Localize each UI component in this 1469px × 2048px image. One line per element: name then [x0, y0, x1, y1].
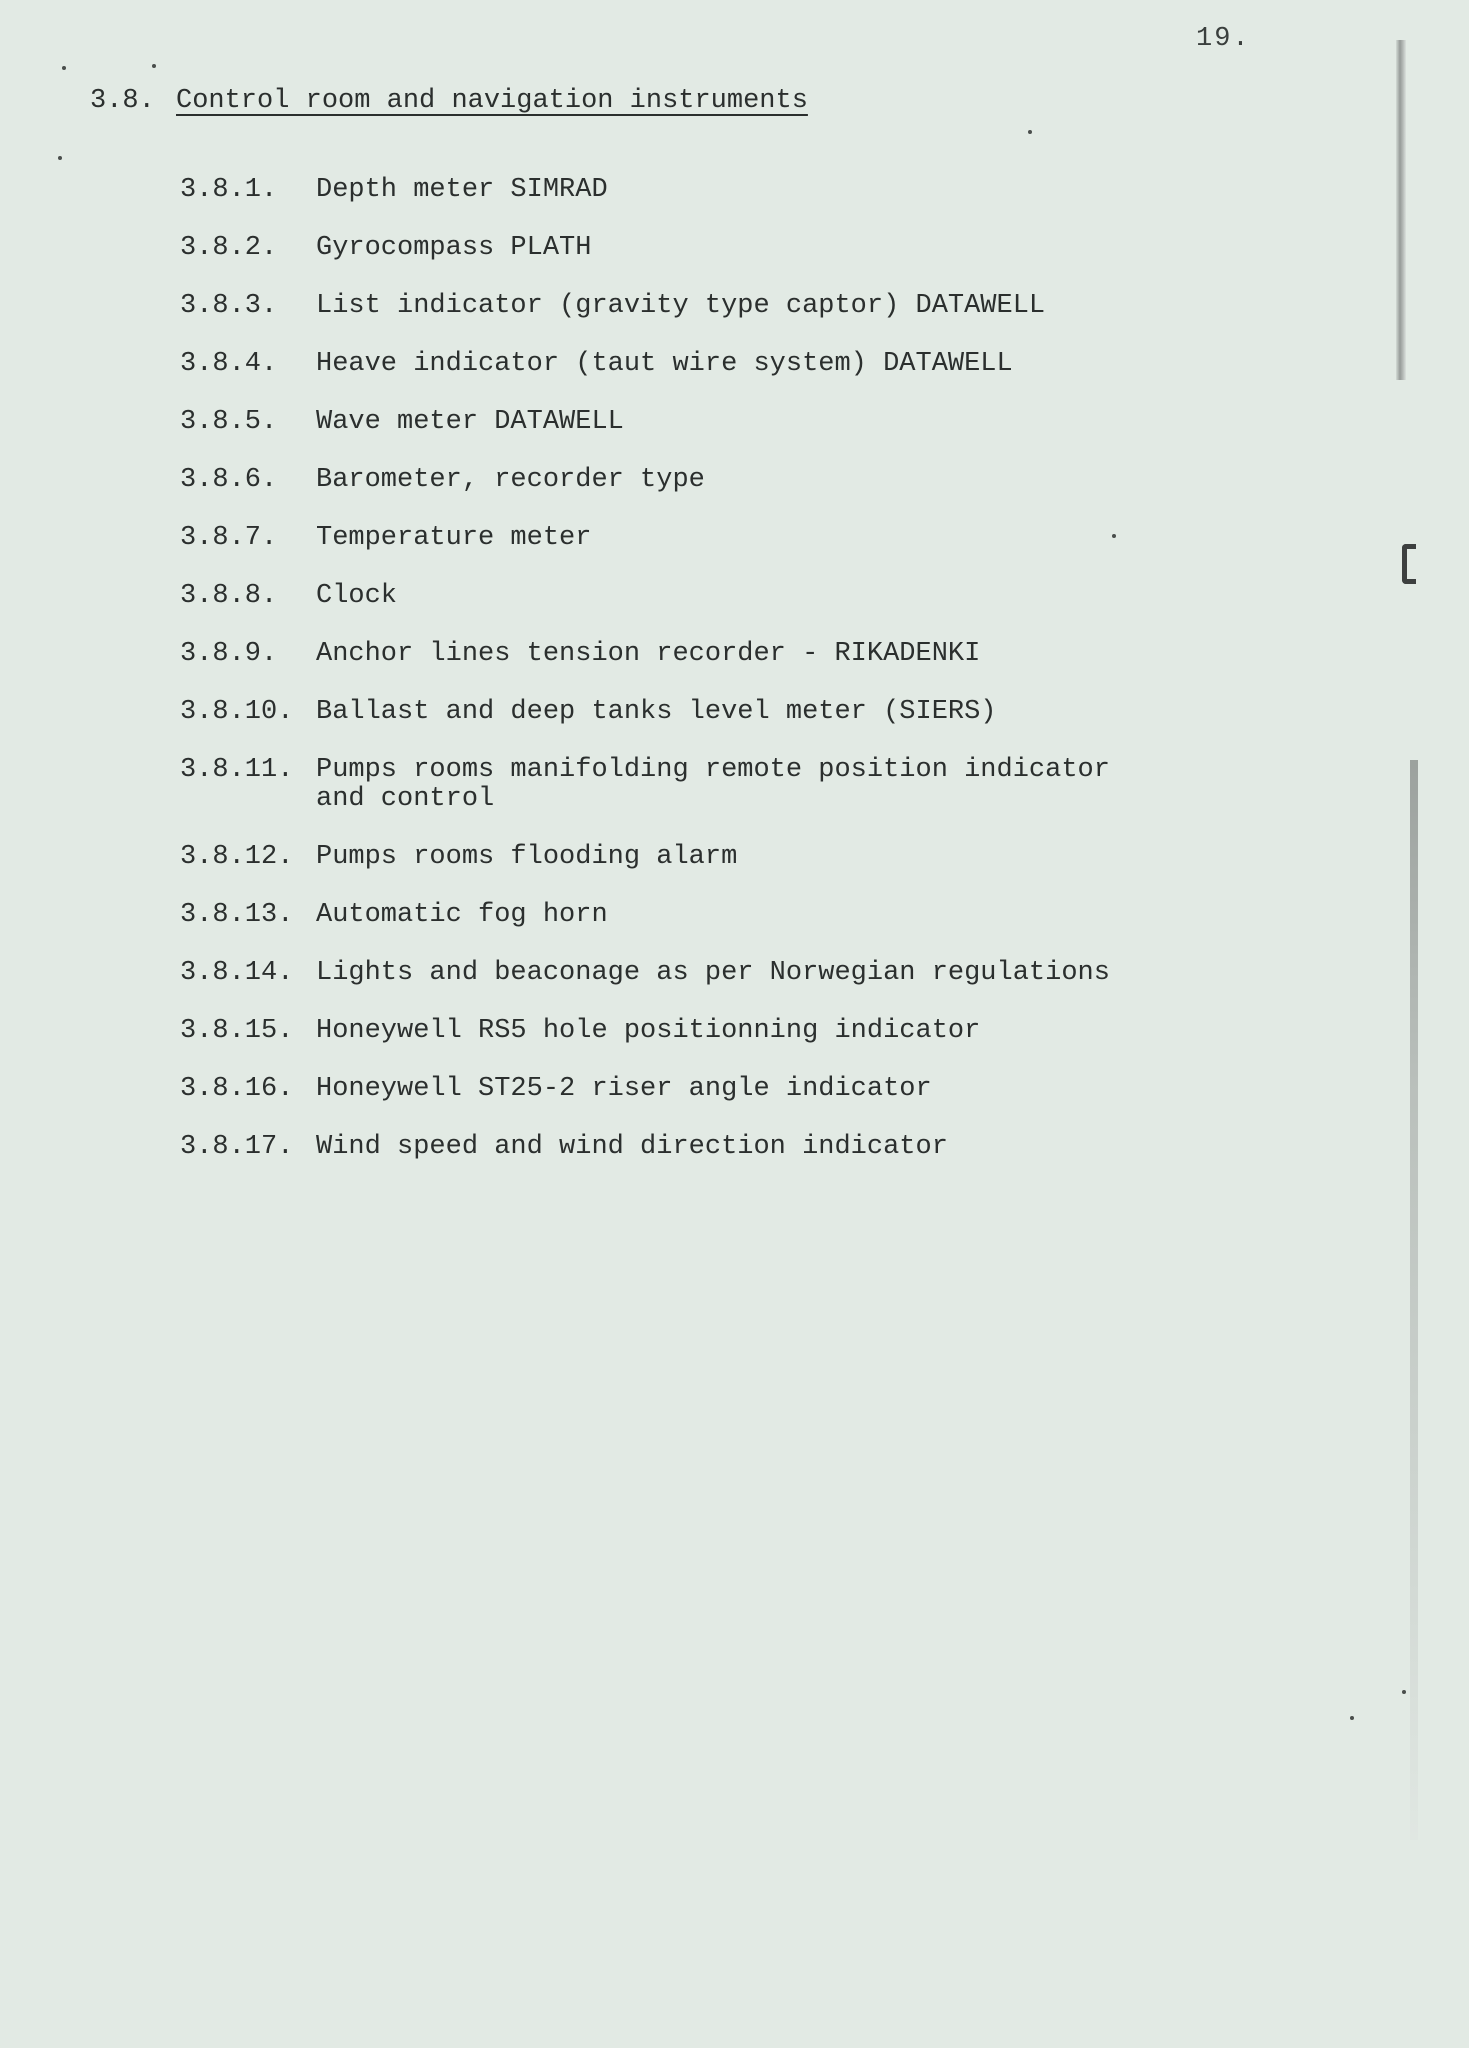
item-number: 3.8.7. [180, 523, 278, 553]
item-number: 3.8.2. [180, 233, 278, 263]
list-item [180, 1133, 1200, 1191]
item-text: Pumps rooms manifolding remote position indicator and control [316, 755, 1110, 814]
list-item [180, 408, 1200, 466]
scan-speck [1350, 1716, 1354, 1720]
scan-speck [152, 64, 156, 68]
item-number: 3.8.1. [180, 175, 278, 205]
item-text: Automatic fog horn [316, 900, 608, 930]
section-title: Control room and navigation instruments [176, 86, 808, 116]
item-text: Anchor lines tension recorder - RIKADENKI [316, 639, 981, 669]
list-item [180, 582, 1200, 640]
list-item [180, 756, 1200, 843]
item-text: List indicator (gravity type captor) DATAWELL [316, 291, 1046, 321]
item-text: Honeywell ST25-2 riser angle indicator [316, 1074, 932, 1104]
section-number: 3.8. [90, 86, 155, 116]
list-item [180, 466, 1200, 524]
list-item [180, 640, 1200, 698]
item-text: Wave meter DATAWELL [316, 407, 624, 437]
item-number: 3.8.8. [180, 581, 278, 611]
item-text: Clock [316, 581, 398, 611]
section-heading [90, 86, 808, 116]
item-text: Wind speed and wind direction indicator [316, 1132, 948, 1162]
list-item [180, 843, 1200, 901]
list-item [180, 1017, 1200, 1075]
list-item [180, 1075, 1200, 1133]
list-item [180, 350, 1200, 408]
item-number: 3.8.13. [180, 900, 294, 930]
list-item [180, 524, 1200, 582]
item-text: Pumps rooms flooding alarm [316, 842, 738, 872]
item-text: Ballast and deep tanks level meter (SIERS) [316, 697, 997, 727]
scan-speck [58, 156, 62, 160]
list-item [180, 698, 1200, 756]
item-number: 3.8.9. [180, 639, 278, 669]
item-number: 3.8.4. [180, 349, 278, 379]
item-number: 3.8.11. [180, 755, 294, 785]
item-text: Lights and beaconage as per Norwegian regulations [316, 958, 1110, 988]
list-item [180, 901, 1200, 959]
item-text: Heave indicator (taut wire system) DATAWELL [316, 349, 1013, 379]
item-text: Depth meter SIMRAD [316, 175, 608, 205]
scan-edge-mark [1402, 544, 1416, 584]
list-item [180, 176, 1200, 234]
instrument-list [180, 176, 1200, 1191]
item-number: 3.8.15. [180, 1016, 294, 1046]
list-item [180, 292, 1200, 350]
item-number: 3.8.3. [180, 291, 278, 321]
item-number: 3.8.6. [180, 465, 278, 495]
item-number: 3.8.12. [180, 842, 294, 872]
page-number: 19. [1196, 24, 1251, 54]
list-item [180, 959, 1200, 1017]
scan-speck [1028, 130, 1032, 134]
item-number: 3.8.17. [180, 1132, 294, 1162]
scan-edge-shadow [1396, 40, 1406, 380]
scan-speck [1402, 1690, 1406, 1694]
item-text: Temperature meter [316, 523, 592, 553]
item-text: Barometer, recorder type [316, 465, 705, 495]
item-number: 3.8.5. [180, 407, 278, 437]
item-number: 3.8.16. [180, 1074, 294, 1104]
item-text: Honeywell RS5 hole positionning indicator [316, 1016, 981, 1046]
scan-edge-shadow [1410, 760, 1418, 1840]
item-number: 3.8.14. [180, 958, 294, 988]
item-number: 3.8.10. [180, 697, 294, 727]
list-item [180, 234, 1200, 292]
item-text: Gyrocompass PLATH [316, 233, 592, 263]
scan-speck [62, 66, 66, 70]
